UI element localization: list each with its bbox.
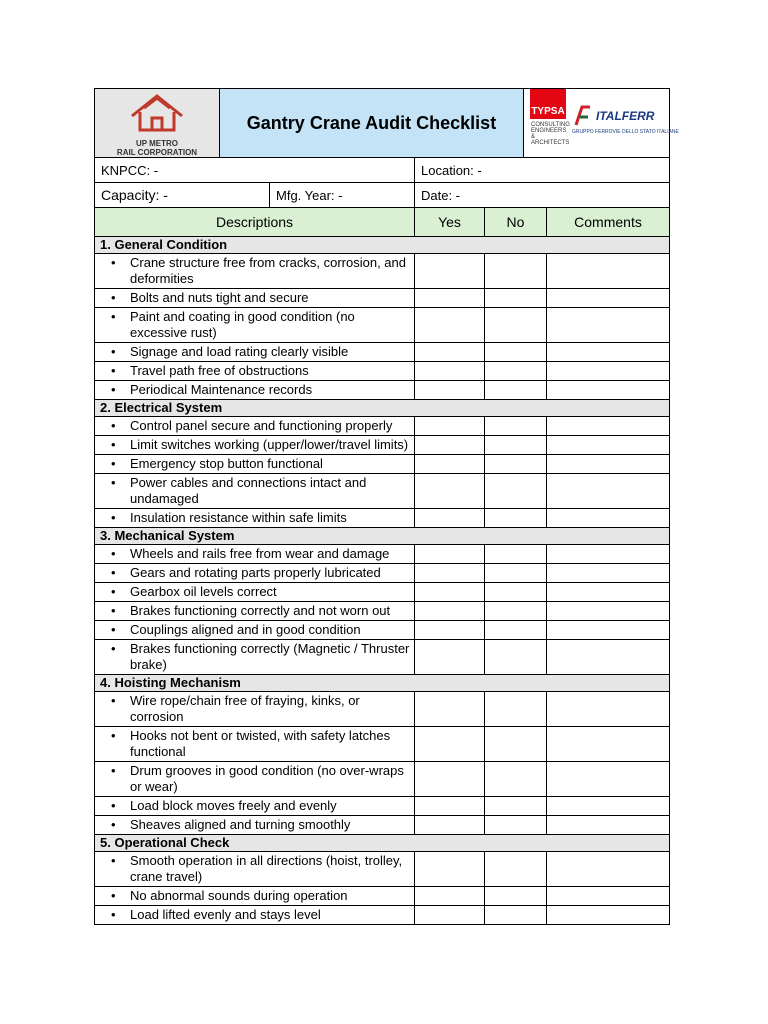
yes-cell[interactable] <box>415 602 485 621</box>
checklist-row <box>95 509 670 528</box>
yes-cell[interactable] <box>415 727 485 762</box>
header-table <box>94 88 679 158</box>
client-logo-line1: UP METRO <box>135 138 179 148</box>
typsa-sub-3: & ARCHITECTS <box>531 134 570 146</box>
typsa-sub-2: ENGINEERS <box>531 128 567 134</box>
checklist-row <box>95 417 670 436</box>
comments-cell[interactable] <box>547 906 670 925</box>
comments-cell[interactable] <box>547 362 670 381</box>
yes-cell[interactable] <box>415 289 485 308</box>
partner-logos <box>524 89 679 158</box>
comments-cell[interactable] <box>547 545 670 564</box>
comments-cell[interactable] <box>547 343 670 362</box>
item-description: • Smooth operation in all directions (hoist, trolley, crane travel) <box>95 852 415 887</box>
no-cell[interactable] <box>485 816 547 835</box>
section-title: 5. Operational Check <box>95 835 670 852</box>
comments-cell[interactable] <box>547 602 670 621</box>
item-description: • Load lifted evenly and stays level <box>95 906 415 925</box>
comments-cell[interactable] <box>547 455 670 474</box>
no-cell[interactable] <box>485 455 547 474</box>
italferr-logo-text: ITALFERR <box>596 109 655 123</box>
comments-cell[interactable] <box>547 583 670 602</box>
date-field: Date: - <box>415 183 670 208</box>
item-description: • Gearbox oil levels correct <box>95 583 415 602</box>
italferr-sub-text: GRUPPO FERROVIE DELLO STATO ITALIANE <box>572 129 679 135</box>
yes-cell[interactable] <box>415 417 485 436</box>
comments-cell[interactable] <box>547 509 670 528</box>
section-header-row <box>95 528 670 545</box>
comments-cell[interactable] <box>547 254 670 289</box>
column-descriptions: Descriptions <box>95 208 415 237</box>
client-logo <box>95 89 220 158</box>
yes-cell[interactable] <box>415 308 485 343</box>
no-cell[interactable] <box>485 509 547 528</box>
item-description: • Signage and load rating clearly visible <box>95 343 415 362</box>
comments-cell[interactable] <box>547 621 670 640</box>
no-cell[interactable] <box>485 362 547 381</box>
item-description: • Sheaves aligned and turning smoothly <box>95 816 415 835</box>
comments-cell[interactable] <box>547 436 670 455</box>
no-cell[interactable] <box>485 602 547 621</box>
comments-cell[interactable] <box>547 852 670 887</box>
checklist-row <box>95 602 670 621</box>
checklist-row <box>95 362 670 381</box>
checklist-row <box>95 816 670 835</box>
checklist-row <box>95 852 670 887</box>
item-description: • Gears and rotating parts properly lubricated <box>95 564 415 583</box>
no-cell[interactable] <box>485 797 547 816</box>
item-description: • Bolts and nuts tight and secure <box>95 289 415 308</box>
yes-cell[interactable] <box>415 381 485 400</box>
item-description: • Brakes functioning correctly and not worn out <box>95 602 415 621</box>
checklist-row <box>95 762 670 797</box>
item-description: • Wheels and rails free from wear and damage <box>95 545 415 564</box>
checklist-row <box>95 289 670 308</box>
checklist-row <box>95 381 670 400</box>
no-cell[interactable] <box>485 621 547 640</box>
yes-cell[interactable] <box>415 887 485 906</box>
typsa-logo-text: TYPSA <box>530 89 566 119</box>
fs-emblem-icon <box>572 103 594 129</box>
typsa-logo <box>530 89 570 157</box>
typsa-sub-1: CONSULTING <box>531 122 570 128</box>
checklist-row <box>95 474 670 509</box>
no-cell[interactable] <box>485 692 547 727</box>
comments-cell[interactable] <box>547 887 670 906</box>
comments-cell[interactable] <box>547 474 670 509</box>
column-no: No <box>485 208 547 237</box>
yes-cell[interactable] <box>415 564 485 583</box>
location-field: Location: - <box>415 158 670 183</box>
checklist-row <box>95 727 670 762</box>
comments-cell[interactable] <box>547 727 670 762</box>
item-description: • Couplings aligned and in good condition <box>95 621 415 640</box>
no-cell[interactable] <box>485 762 547 797</box>
comments-cell[interactable] <box>547 762 670 797</box>
checklist-row <box>95 692 670 727</box>
checklist-row <box>95 887 670 906</box>
checklist-row <box>95 545 670 564</box>
item-description: • Brakes functioning correctly (Magnetic / Thruster brake) <box>95 640 415 675</box>
metro-house-icon <box>122 90 192 134</box>
yes-cell[interactable] <box>415 621 485 640</box>
item-description: • Drum grooves in good condition (no over-wraps or wear) <box>95 762 415 797</box>
no-cell[interactable] <box>485 852 547 887</box>
section-title: 2. Electrical System <box>95 400 670 417</box>
column-yes: Yes <box>415 208 485 237</box>
item-description: • Control panel secure and functioning properly <box>95 417 415 436</box>
no-cell[interactable] <box>485 381 547 400</box>
item-description: • Limit switches working (upper/lower/travel limits) <box>95 436 415 455</box>
comments-cell[interactable] <box>547 289 670 308</box>
checklist-table <box>94 157 670 925</box>
yes-cell[interactable] <box>415 362 485 381</box>
yes-cell[interactable] <box>415 583 485 602</box>
capacity-field: Capacity: - <box>95 183 270 208</box>
comments-cell[interactable] <box>547 381 670 400</box>
item-description: • Emergency stop button functional <box>95 455 415 474</box>
page-title: Gantry Crane Audit Checklist <box>220 89 524 158</box>
no-cell[interactable] <box>485 583 547 602</box>
comments-cell[interactable] <box>547 564 670 583</box>
section-title: 4. Hoisting Mechanism <box>95 675 670 692</box>
section-title: 3. Mechanical System <box>95 528 670 545</box>
section-header-row <box>95 400 670 417</box>
comments-cell[interactable] <box>547 640 670 675</box>
section-header-row <box>95 835 670 852</box>
yes-cell[interactable] <box>415 343 485 362</box>
yes-cell[interactable] <box>415 816 485 835</box>
client-logo-line2: RAIL CORPORATION <box>116 147 198 157</box>
no-cell[interactable] <box>485 906 547 925</box>
yes-cell[interactable] <box>415 640 485 675</box>
yes-cell[interactable] <box>415 474 485 509</box>
checklist-row <box>95 436 670 455</box>
mfg-year-field: Mfg. Year: - <box>270 183 415 208</box>
yes-cell[interactable] <box>415 692 485 727</box>
comments-cell[interactable] <box>547 797 670 816</box>
yes-cell[interactable] <box>415 762 485 797</box>
knpcc-field: KNPCC: - <box>95 158 415 183</box>
checklist-row <box>95 621 670 640</box>
checklist-row <box>95 455 670 474</box>
checklist-row <box>95 583 670 602</box>
checklist-row <box>95 797 670 816</box>
no-cell[interactable] <box>485 564 547 583</box>
italferr-logo <box>572 103 679 143</box>
checklist-row <box>95 906 670 925</box>
item-description: • No abnormal sounds during operation <box>95 887 415 906</box>
no-cell[interactable] <box>485 289 547 308</box>
item-description: • Periodical Maintenance records <box>95 381 415 400</box>
no-cell[interactable] <box>485 640 547 675</box>
item-description: • Load block moves freely and evenly <box>95 797 415 816</box>
item-description: • Insulation resistance within safe limits <box>95 509 415 528</box>
item-description: • Travel path free of obstructions <box>95 362 415 381</box>
no-cell[interactable] <box>485 343 547 362</box>
yes-cell[interactable] <box>415 436 485 455</box>
checklist-document <box>94 88 679 925</box>
yes-cell[interactable] <box>415 852 485 887</box>
item-description: • Crane structure free from cracks, corrosion, and deformities <box>95 254 415 289</box>
no-cell[interactable] <box>485 474 547 509</box>
section-title: 1. General Condition <box>95 237 670 254</box>
comments-cell[interactable] <box>547 816 670 835</box>
no-cell[interactable] <box>485 254 547 289</box>
checklist-row <box>95 640 670 675</box>
no-cell[interactable] <box>485 308 547 343</box>
item-description: • Hooks not bent or twisted, with safety latches functional <box>95 727 415 762</box>
comments-cell[interactable] <box>547 308 670 343</box>
checklist-row <box>95 308 670 343</box>
section-header-row <box>95 675 670 692</box>
checklist-row <box>95 343 670 362</box>
yes-cell[interactable] <box>415 509 485 528</box>
yes-cell[interactable] <box>415 254 485 289</box>
column-comments: Comments <box>547 208 670 237</box>
no-cell[interactable] <box>485 887 547 906</box>
yes-cell[interactable] <box>415 545 485 564</box>
no-cell[interactable] <box>485 727 547 762</box>
yes-cell[interactable] <box>415 906 485 925</box>
checklist-row <box>95 564 670 583</box>
item-description: • Paint and coating in good condition (no excessive rust) <box>95 308 415 343</box>
yes-cell[interactable] <box>415 797 485 816</box>
yes-cell[interactable] <box>415 455 485 474</box>
no-cell[interactable] <box>485 436 547 455</box>
item-description: • Power cables and connections intact and undamaged <box>95 474 415 509</box>
comments-cell[interactable] <box>547 417 670 436</box>
item-description: • Wire rope/chain free of fraying, kinks, or corrosion <box>95 692 415 727</box>
comments-cell[interactable] <box>547 692 670 727</box>
section-header-row <box>95 237 670 254</box>
no-cell[interactable] <box>485 545 547 564</box>
no-cell[interactable] <box>485 417 547 436</box>
checklist-row <box>95 254 670 289</box>
